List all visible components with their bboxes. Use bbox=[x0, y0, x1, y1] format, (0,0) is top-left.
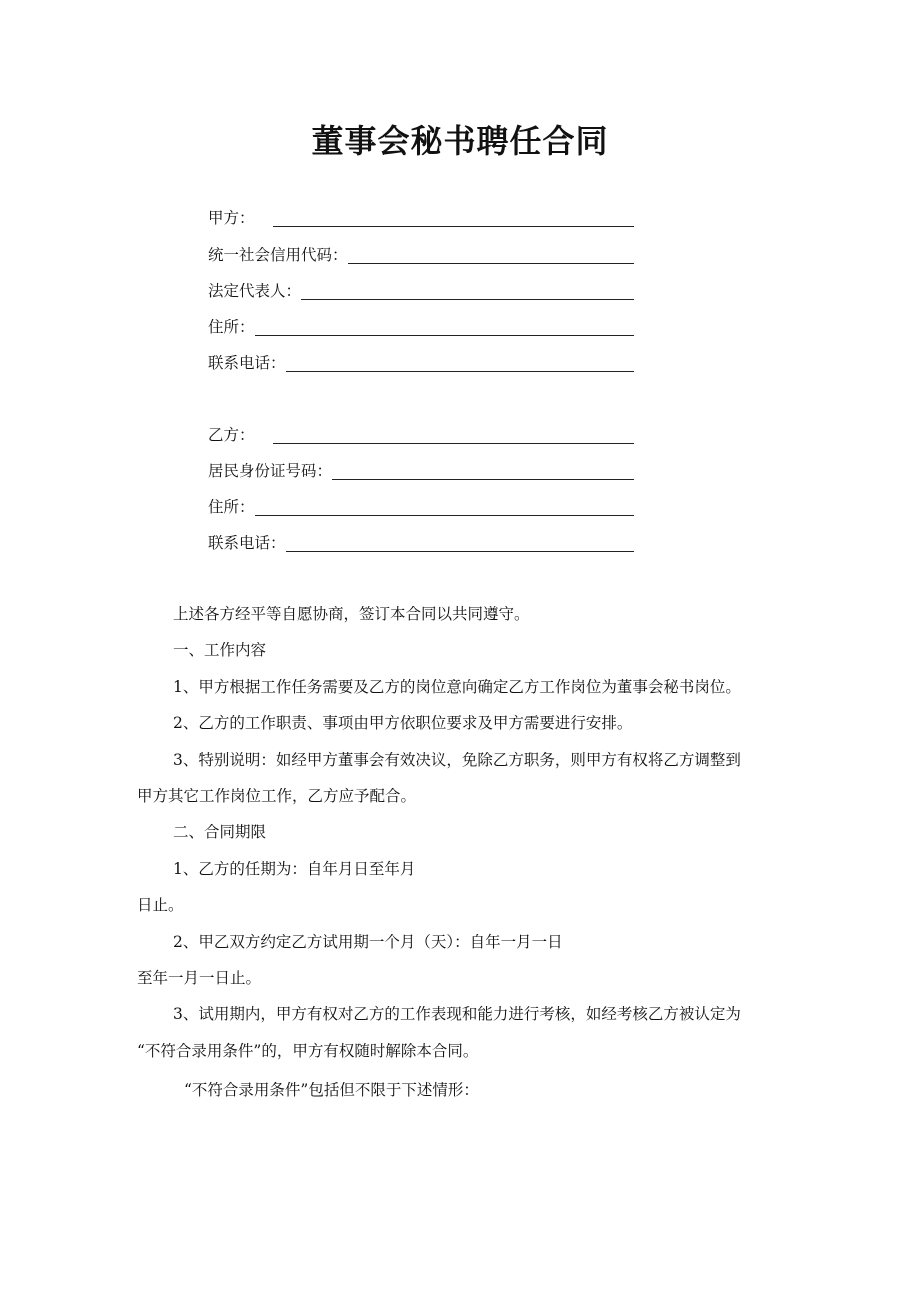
clause-2-2-line-2: 至年一月一日止。 bbox=[137, 969, 262, 987]
party-a-credit-code-field bbox=[208, 241, 634, 265]
intro-paragraph: 上述各方经平等自愿协商，签订本合同以共同遵守。 bbox=[173, 605, 530, 623]
party-a-phone-field bbox=[208, 349, 634, 373]
clause-2-2-line-1: 2、甲乙双方约定乙方试用期一个月（天）：自年一月一日 bbox=[173, 933, 563, 951]
section-heading-work-content: 一、工作内容 bbox=[173, 641, 267, 659]
party-a-address-field bbox=[208, 313, 634, 337]
party-b-name-label: 乙方： bbox=[208, 426, 255, 444]
party-b-phone-blank[interactable] bbox=[286, 533, 634, 552]
party-b-phone-field bbox=[208, 529, 634, 553]
party-b-name-blank[interactable] bbox=[273, 425, 634, 444]
clause-1-1: 1、甲方根据工作任务需要及乙方的岗位意向确定乙方工作岗位为董事会秘书岗位。 bbox=[173, 678, 741, 696]
party-a-credit-code-label: 统一社会信用代码： bbox=[208, 246, 348, 264]
clause-1-2: 2、乙方的工作职责、事项由甲方依职位要求及甲方需要进行安排。 bbox=[173, 714, 633, 732]
party-b-name-field bbox=[208, 421, 634, 445]
party-a-legal-rep-field bbox=[208, 277, 634, 301]
clause-2-3-line-1: 3、试用期内，甲方有权对乙方的工作表现和能力进行考核，如经考核乙方被认定为 bbox=[173, 1005, 741, 1023]
party-b-address-blank[interactable] bbox=[255, 497, 634, 516]
party-a-phone-blank[interactable] bbox=[286, 353, 634, 372]
party-a-legal-rep-blank[interactable] bbox=[301, 281, 634, 300]
party-b-address-label: 住所： bbox=[208, 498, 255, 516]
clause-2-3-line-2: “不符合录用条件”的，甲方有权随时解除本合同。 bbox=[137, 1042, 479, 1060]
party-b-id-blank[interactable] bbox=[332, 461, 634, 480]
clause-1-3-line-2: 甲方其它工作岗位工作，乙方应予配合。 bbox=[137, 787, 417, 805]
section-heading-contract-term: 二、合同期限 bbox=[173, 823, 267, 841]
party-a-name-field bbox=[208, 204, 634, 228]
party-b-id-field bbox=[208, 457, 634, 481]
party-a-name-blank[interactable] bbox=[273, 208, 634, 227]
document-title: 董事会秘书聘任合同 bbox=[311, 122, 609, 160]
clause-2-1-line-1: 1、乙方的任期为：自年月日至年月 bbox=[173, 860, 416, 878]
clause-1-3-line-1: 3、特别说明：如经甲方董事会有效决议，免除乙方职务，则甲方有权将乙方调整到 bbox=[173, 751, 741, 769]
party-a-credit-code-blank[interactable] bbox=[348, 245, 634, 264]
party-b-phone-label: 联系电话： bbox=[208, 534, 286, 552]
party-a-legal-rep-label: 法定代表人： bbox=[208, 282, 302, 300]
party-a-phone-label: 联系电话： bbox=[208, 354, 286, 372]
clause-2-1-line-2: 日止。 bbox=[137, 896, 184, 914]
clause-2-3-conditions-intro: “不符合录用条件”包括但不限于下述情形： bbox=[184, 1081, 479, 1099]
party-a-address-label: 住所： bbox=[208, 318, 255, 336]
party-b-id-label: 居民身份证号码： bbox=[208, 462, 333, 480]
party-b-address-field bbox=[208, 493, 634, 517]
party-a-name-label: 甲方： bbox=[208, 209, 255, 227]
party-a-address-blank[interactable] bbox=[255, 317, 634, 336]
